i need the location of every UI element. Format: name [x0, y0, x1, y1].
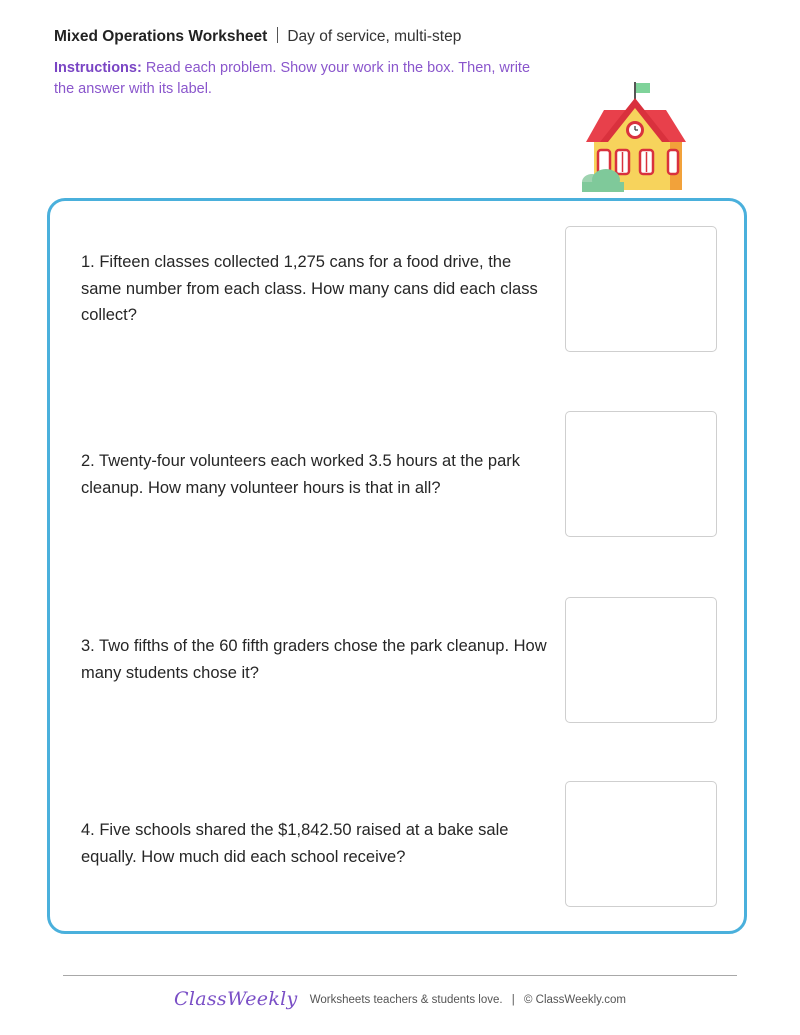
answer-box-4[interactable]: [565, 781, 717, 907]
footer-divider: [63, 975, 737, 976]
answer-box-1[interactable]: [565, 226, 717, 352]
problem-1-text: 1. Fifteen classes collected 1,275 cans for a food drive, the same number from each class. How many cans did each class collect?: [81, 253, 538, 324]
footer-tagline: Worksheets teachers & students love.: [309, 994, 503, 1006]
worksheet-header: [54, 27, 461, 47]
footer: [0, 988, 800, 1010]
brand-logo: ClassWeekly: [174, 988, 298, 1010]
problem-3-text: 3. Two fifths of the 60 fifth graders chose the park cleanup. How many students chose it?: [81, 637, 547, 682]
problem-2-text: 2. Twenty-four volunteers each worked 3.5 hours at the park cleanup. How many volunteer hours is that in all?: [81, 452, 521, 497]
answer-box-2[interactable]: [565, 411, 717, 537]
school-house-icon: [580, 80, 690, 195]
footer-copyright: © ClassWeekly.com: [524, 994, 626, 1006]
instructions-label: Instructions:: [54, 60, 142, 76]
footer-separator: |: [511, 994, 515, 1006]
problem-4-text: 4. Five schools shared the $1,842.50 raised at a bake sale equally. How much did each school receive?: [81, 821, 509, 866]
header-divider: [277, 27, 278, 43]
worksheet-title: Mixed Operations Worksheet: [54, 28, 268, 45]
instructions-text: Read each problem. Show your work in the box. Then, write the answer with its label.: [54, 60, 531, 97]
worksheet-subtitle: Day of service, multi-step: [287, 28, 462, 45]
answer-box-3[interactable]: [565, 597, 717, 723]
instructions: [54, 58, 534, 100]
